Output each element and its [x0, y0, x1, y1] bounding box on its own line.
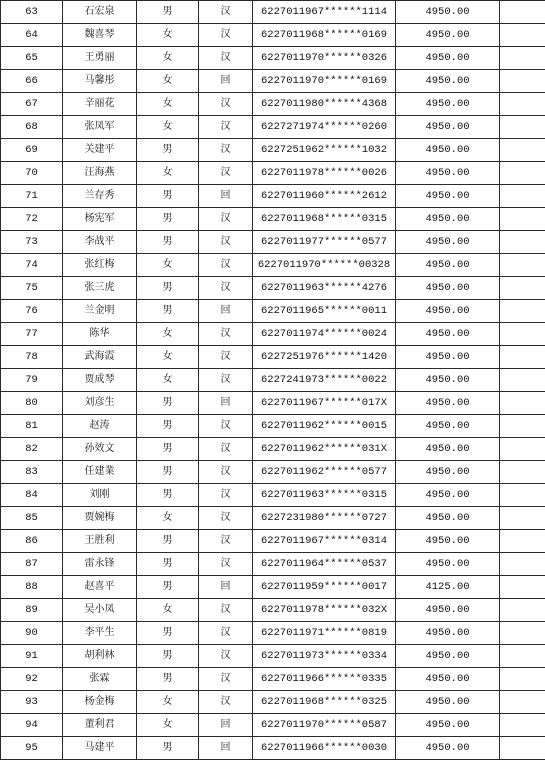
- masked-id-number: 6227251976******1420: [253, 346, 396, 369]
- row-number: 78: [1, 346, 63, 369]
- amount-cell: 4950.00: [396, 645, 500, 668]
- table-row: [1, 323, 545, 346]
- ethnicity-cell: 汉: [199, 415, 253, 438]
- gender-cell: 女: [137, 507, 199, 530]
- row-number: 69: [1, 139, 63, 162]
- empty-cell: [500, 553, 545, 576]
- row-number: 94: [1, 714, 63, 737]
- row-number: 85: [1, 507, 63, 530]
- masked-id-number: 6227011962******031X: [253, 438, 396, 461]
- person-name: 兰存秀: [63, 185, 137, 208]
- amount-cell: 4950.00: [396, 323, 500, 346]
- masked-id-number: 6227011962******0015: [253, 415, 396, 438]
- masked-id-number: 6227251962******1032: [253, 139, 396, 162]
- gender-cell: 男: [137, 231, 199, 254]
- masked-id-number: 6227011971******0819: [253, 622, 396, 645]
- amount-cell: 4950.00: [396, 461, 500, 484]
- table-row: [1, 553, 545, 576]
- amount-cell: 4950.00: [396, 530, 500, 553]
- ethnicity-cell: 汉: [199, 162, 253, 185]
- amount-cell: 4950.00: [396, 185, 500, 208]
- amount-cell: 4950.00: [396, 553, 500, 576]
- table-row: [1, 208, 545, 231]
- amount-cell: 4950.00: [396, 70, 500, 93]
- amount-cell: 4950.00: [396, 208, 500, 231]
- empty-cell: [500, 461, 545, 484]
- ethnicity-cell: 回: [199, 392, 253, 415]
- table-row: [1, 714, 545, 737]
- gender-cell: 女: [137, 346, 199, 369]
- person-name: 陈华: [63, 323, 137, 346]
- masked-id-number: 6227241973******0022: [253, 369, 396, 392]
- masked-id-number: 6227011962******0577: [253, 461, 396, 484]
- row-number: 66: [1, 70, 63, 93]
- empty-cell: [500, 645, 545, 668]
- person-name: 李战平: [63, 231, 137, 254]
- table-row: [1, 530, 545, 553]
- row-number: 83: [1, 461, 63, 484]
- masked-id-number: 6227011970******0587: [253, 714, 396, 737]
- person-name: 张三虎: [63, 277, 137, 300]
- row-number: 71: [1, 185, 63, 208]
- gender-cell: 女: [137, 369, 199, 392]
- row-number: 93: [1, 691, 63, 714]
- gender-cell: 男: [137, 300, 199, 323]
- gender-cell: 男: [137, 576, 199, 599]
- row-number: 87: [1, 553, 63, 576]
- row-number: 81: [1, 415, 63, 438]
- person-name: 张霖: [63, 668, 137, 691]
- masked-id-number: 6227011964******0537: [253, 553, 396, 576]
- ethnicity-cell: 汉: [199, 553, 253, 576]
- row-number: 74: [1, 254, 63, 277]
- gender-cell: 男: [137, 737, 199, 760]
- amount-cell: 4950.00: [396, 300, 500, 323]
- person-name: 雷永锋: [63, 553, 137, 576]
- amount-cell: 4950.00: [396, 277, 500, 300]
- gender-cell: 男: [137, 530, 199, 553]
- ethnicity-cell: 汉: [199, 1, 253, 24]
- gender-cell: 男: [137, 208, 199, 231]
- row-number: 84: [1, 484, 63, 507]
- empty-cell: [500, 162, 545, 185]
- row-number: 75: [1, 277, 63, 300]
- table-row: [1, 599, 545, 622]
- table-row: [1, 369, 545, 392]
- empty-cell: [500, 346, 545, 369]
- ethnicity-cell: 回: [199, 70, 253, 93]
- gender-cell: 女: [137, 254, 199, 277]
- person-name: 任建業: [63, 461, 137, 484]
- amount-cell: 4125.00: [396, 576, 500, 599]
- table-row: [1, 300, 545, 323]
- row-number: 95: [1, 737, 63, 760]
- person-name: 赵喜平: [63, 576, 137, 599]
- masked-id-number: 6227231980******0727: [253, 507, 396, 530]
- person-name: 刘刚: [63, 484, 137, 507]
- empty-cell: [500, 231, 545, 254]
- empty-cell: [500, 116, 545, 139]
- amount-cell: 4950.00: [396, 24, 500, 47]
- empty-cell: [500, 668, 545, 691]
- row-number: 80: [1, 392, 63, 415]
- masked-id-number: 6227011959******0017: [253, 576, 396, 599]
- empty-cell: [500, 507, 545, 530]
- ethnicity-cell: 汉: [199, 691, 253, 714]
- amount-cell: 4950.00: [396, 392, 500, 415]
- masked-id-number: 6227011967******017X: [253, 392, 396, 415]
- empty-cell: [500, 277, 545, 300]
- person-name: 武海霞: [63, 346, 137, 369]
- amount-cell: 4950.00: [396, 507, 500, 530]
- ethnicity-cell: 汉: [199, 645, 253, 668]
- ethnicity-cell: 汉: [199, 461, 253, 484]
- person-name: 马馨彤: [63, 70, 137, 93]
- gender-cell: 女: [137, 691, 199, 714]
- row-number: 68: [1, 116, 63, 139]
- person-name: 赵涛: [63, 415, 137, 438]
- table-row: [1, 461, 545, 484]
- ethnicity-cell: 汉: [199, 139, 253, 162]
- table-row: [1, 507, 545, 530]
- gender-cell: 男: [137, 185, 199, 208]
- amount-cell: 4950.00: [396, 369, 500, 392]
- row-number: 67: [1, 93, 63, 116]
- ethnicity-cell: 汉: [199, 208, 253, 231]
- ethnicity-cell: 汉: [199, 47, 253, 70]
- ethnicity-cell: 汉: [199, 438, 253, 461]
- gender-cell: 女: [137, 714, 199, 737]
- empty-cell: [500, 438, 545, 461]
- ethnicity-cell: 汉: [199, 93, 253, 116]
- empty-cell: [500, 691, 545, 714]
- table-row: [1, 139, 545, 162]
- empty-cell: [500, 185, 545, 208]
- ethnicity-cell: 回: [199, 185, 253, 208]
- ethnicity-cell: 汉: [199, 484, 253, 507]
- table-row: [1, 116, 545, 139]
- gender-cell: 男: [137, 438, 199, 461]
- table-row: [1, 622, 545, 645]
- masked-id-number: 6227011965******0011: [253, 300, 396, 323]
- table-row: [1, 185, 545, 208]
- empty-cell: [500, 714, 545, 737]
- ethnicity-cell: 汉: [199, 116, 253, 139]
- amount-cell: 4950.00: [396, 116, 500, 139]
- masked-id-number: 6227011963******0315: [253, 484, 396, 507]
- ethnicity-cell: 汉: [199, 530, 253, 553]
- gender-cell: 男: [137, 461, 199, 484]
- gender-cell: 男: [137, 622, 199, 645]
- table-row: [1, 737, 545, 760]
- gender-cell: 女: [137, 93, 199, 116]
- gender-cell: 男: [137, 392, 199, 415]
- person-name: 王勇丽: [63, 47, 137, 70]
- empty-cell: [500, 139, 545, 162]
- table-row: [1, 668, 545, 691]
- ethnicity-cell: 回: [199, 576, 253, 599]
- ethnicity-cell: 汉: [199, 668, 253, 691]
- table-row: [1, 484, 545, 507]
- ethnicity-cell: 汉: [199, 346, 253, 369]
- table-row: [1, 24, 545, 47]
- amount-cell: 4950.00: [396, 668, 500, 691]
- person-name: 兰金明: [63, 300, 137, 323]
- empty-cell: [500, 392, 545, 415]
- gender-cell: 男: [137, 484, 199, 507]
- table-row: [1, 254, 545, 277]
- gender-cell: 男: [137, 277, 199, 300]
- masked-id-number: 6227011973******0334: [253, 645, 396, 668]
- person-name: 吴小凤: [63, 599, 137, 622]
- ethnicity-cell: 汉: [199, 599, 253, 622]
- amount-cell: 4950.00: [396, 737, 500, 760]
- masked-id-number: 6227011970******0169: [253, 70, 396, 93]
- ethnicity-cell: 回: [199, 737, 253, 760]
- person-name: 王胜利: [63, 530, 137, 553]
- amount-cell: 4950.00: [396, 714, 500, 737]
- masked-id-number: 6227011970******0326: [253, 47, 396, 70]
- row-number: 88: [1, 576, 63, 599]
- table-row: [1, 231, 545, 254]
- row-number: 92: [1, 668, 63, 691]
- masked-id-number: 6227011977******0577: [253, 231, 396, 254]
- row-number: 65: [1, 47, 63, 70]
- row-number: 70: [1, 162, 63, 185]
- empty-cell: [500, 599, 545, 622]
- masked-id-number: 6227011966******0030: [253, 737, 396, 760]
- table-row: [1, 346, 545, 369]
- gender-cell: 男: [137, 415, 199, 438]
- empty-cell: [500, 47, 545, 70]
- table-row: [1, 415, 545, 438]
- person-name: 杨金梅: [63, 691, 137, 714]
- masked-id-number: 6227011968******0325: [253, 691, 396, 714]
- person-name: 孙效文: [63, 438, 137, 461]
- gender-cell: 女: [137, 323, 199, 346]
- masked-id-number: 6227011978******032X: [253, 599, 396, 622]
- ethnicity-cell: 回: [199, 714, 253, 737]
- masked-id-number: 6227011974******0024: [253, 323, 396, 346]
- table-row: [1, 1, 545, 24]
- amount-cell: 4950.00: [396, 415, 500, 438]
- row-number: 72: [1, 208, 63, 231]
- amount-cell: 4950.00: [396, 484, 500, 507]
- row-number: 76: [1, 300, 63, 323]
- person-name: 马建平: [63, 737, 137, 760]
- ethnicity-cell: 汉: [199, 277, 253, 300]
- ethnicity-cell: 汉: [199, 231, 253, 254]
- table-row: [1, 277, 545, 300]
- table-row: [1, 645, 545, 668]
- empty-cell: [500, 93, 545, 116]
- ethnicity-cell: 汉: [199, 507, 253, 530]
- person-name: 李平生: [63, 622, 137, 645]
- table-row: [1, 392, 545, 415]
- empty-cell: [500, 300, 545, 323]
- table-row: [1, 576, 545, 599]
- row-number: 79: [1, 369, 63, 392]
- amount-cell: 4950.00: [396, 139, 500, 162]
- amount-cell: 4950.00: [396, 599, 500, 622]
- row-number: 77: [1, 323, 63, 346]
- empty-cell: [500, 323, 545, 346]
- gender-cell: 女: [137, 24, 199, 47]
- person-name: 张红梅: [63, 254, 137, 277]
- table-body: [1, 1, 545, 760]
- table-row: [1, 47, 545, 70]
- ethnicity-cell: 汉: [199, 323, 253, 346]
- empty-cell: [500, 622, 545, 645]
- row-number: 91: [1, 645, 63, 668]
- gender-cell: 女: [137, 70, 199, 93]
- masked-id-number: 6227011963******4276: [253, 277, 396, 300]
- person-name: 汪海燕: [63, 162, 137, 185]
- empty-cell: [500, 1, 545, 24]
- ethnicity-cell: 汉: [199, 622, 253, 645]
- person-name: 杨宪军: [63, 208, 137, 231]
- person-name: 刘彦生: [63, 392, 137, 415]
- empty-cell: [500, 737, 545, 760]
- masked-id-number: 6227271974******0260: [253, 116, 396, 139]
- gender-cell: 男: [137, 1, 199, 24]
- amount-cell: 4950.00: [396, 691, 500, 714]
- amount-cell: 4950.00: [396, 438, 500, 461]
- empty-cell: [500, 576, 545, 599]
- amount-cell: 4950.00: [396, 254, 500, 277]
- table-row: [1, 691, 545, 714]
- row-number: 90: [1, 622, 63, 645]
- ethnicity-cell: 汉: [199, 254, 253, 277]
- person-name: 辛丽花: [63, 93, 137, 116]
- ethnicity-cell: 汉: [199, 369, 253, 392]
- table-row: [1, 438, 545, 461]
- masked-id-number: 6227011980******4368: [253, 93, 396, 116]
- person-name: 魏喜琴: [63, 24, 137, 47]
- table-row: [1, 93, 545, 116]
- row-number: 64: [1, 24, 63, 47]
- empty-cell: [500, 369, 545, 392]
- row-number: 73: [1, 231, 63, 254]
- row-number: 63: [1, 1, 63, 24]
- person-name: 贾成琴: [63, 369, 137, 392]
- person-name: 张凤军: [63, 116, 137, 139]
- masked-id-number: 6227011960******2612: [253, 185, 396, 208]
- person-name: 董利君: [63, 714, 137, 737]
- table-row: [1, 162, 545, 185]
- person-name: 胡利林: [63, 645, 137, 668]
- masked-id-number: 6227011978******0026: [253, 162, 396, 185]
- gender-cell: 女: [137, 599, 199, 622]
- ethnicity-cell: 汉: [199, 24, 253, 47]
- amount-cell: 4950.00: [396, 162, 500, 185]
- gender-cell: 女: [137, 162, 199, 185]
- empty-cell: [500, 415, 545, 438]
- masked-id-number: 6227011967******0314: [253, 530, 396, 553]
- empty-cell: [500, 70, 545, 93]
- empty-cell: [500, 530, 545, 553]
- amount-cell: 4950.00: [396, 1, 500, 24]
- masked-id-number: 6227011967******1114: [253, 1, 396, 24]
- person-name: 石宏泉: [63, 1, 137, 24]
- masked-id-number: 6227011966******0335: [253, 668, 396, 691]
- table-row: [1, 70, 545, 93]
- amount-cell: 4950.00: [396, 47, 500, 70]
- masked-id-number: 6227011968******0315: [253, 208, 396, 231]
- gender-cell: 男: [137, 668, 199, 691]
- masked-id-number: 6227011970******00328: [253, 254, 396, 277]
- empty-cell: [500, 254, 545, 277]
- gender-cell: 男: [137, 645, 199, 668]
- gender-cell: 女: [137, 116, 199, 139]
- amount-cell: 4950.00: [396, 93, 500, 116]
- row-number: 86: [1, 530, 63, 553]
- row-number: 82: [1, 438, 63, 461]
- person-name: 贾婉梅: [63, 507, 137, 530]
- empty-cell: [500, 24, 545, 47]
- empty-cell: [500, 484, 545, 507]
- amount-cell: 4950.00: [396, 346, 500, 369]
- masked-id-number: 6227011968******0169: [253, 24, 396, 47]
- gender-cell: 男: [137, 139, 199, 162]
- amount-cell: 4950.00: [396, 231, 500, 254]
- person-name: 关建平: [63, 139, 137, 162]
- ethnicity-cell: 回: [199, 300, 253, 323]
- empty-cell: [500, 208, 545, 231]
- amount-cell: 4950.00: [396, 622, 500, 645]
- gender-cell: 女: [137, 47, 199, 70]
- row-number: 89: [1, 599, 63, 622]
- gender-cell: 男: [137, 553, 199, 576]
